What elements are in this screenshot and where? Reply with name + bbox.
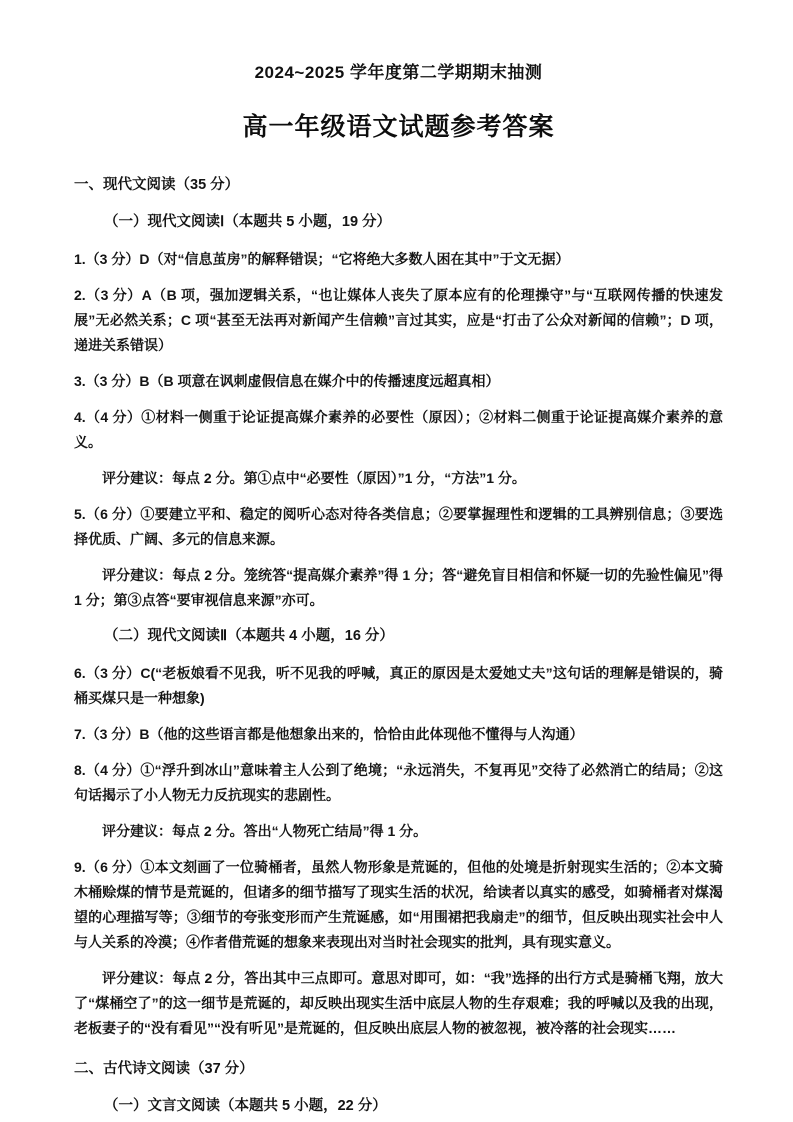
subsection-heading-modern-reading-2: （二）现代文阅读Ⅱ（本题共 4 小题，16 分） [104, 628, 394, 644]
section-heading-modern-reading: 一、现代文阅读（35 分） [74, 177, 240, 193]
answer-q8: 8.（4 分）①“浮升到冰山”意味着主人公到了绝境；“永远消失，不复再见”交待了必然消亡的结局；②这句话揭示了小人物无力反抗现实的悲剧性。 [74, 762, 723, 803]
exam-session-title: 2024~2025 学年度第二学期期末抽测 [254, 63, 543, 82]
scoring-note-q5: 评分建议：每点 2 分。笼统答“提高媒介素养”得 1 分；答“避免盲目相信和怀疑一切的先验性偏见”得 1 分；第③点答“要审视信息来源”亦可。 [74, 567, 723, 608]
scoring-note-q9: 评分建议：每点 2 分，答出其中三点即可。意思对即可，如：“我”选择的出行方式是骑桶飞翔，放大了“煤桶空了”的这一细节是荒诞的，却反映出现实生活中底层人物的生存艰难；我的呼喊以及我的出现，老板妻子的“没有看见”“没有听见”是荒诞的，但反映出底层人物的被忽视，被冷落的社会现实…… [74, 970, 723, 1036]
answer-q4: 4.（4 分）①材料一侧重于论证提高媒介素养的必要性（原因）；②材料二侧重于论证提高媒介素养的意义。 [74, 409, 723, 450]
answer-q9: 9.（6 分）①本文刻画了一位骑桶者，虽然人物形象是荒诞的，但他的处境是折射现实生活的；②本文骑木桶赊煤的情节是荒诞的，但诸多的细节描写了现实生活的状况，给读者以真实的感受，如骑桶者对煤渴望的心理描写等；③细节的夸张变形而产生荒诞感，如“用围裙把我扇走”的细节，但反映出现实社会中人与人关系的冷漠；④作者借荒诞的想象来表现出对当时社会现实的批判，具有现实意义。 [74, 859, 723, 950]
answer-q5: 5.（6 分）①要建立平和、稳定的阅听心态对待各类信息；②要掌握理性和逻辑的工具辨别信息；③要选择优质、广阔、多元的信息来源。 [74, 506, 723, 547]
section-heading-classical-reading: 二、古代诗文阅读（37 分） [74, 1061, 254, 1077]
scoring-note-q4: 评分建议：每点 2 分。第①点中“必要性（原因）”1 分，“方法”1 分。 [102, 470, 526, 486]
scoring-note-q8: 评分建议：每点 2 分。答出“人物死亡结局”得 1 分。 [102, 823, 428, 839]
subsection-heading-classical-reading-1: （一）文言文阅读（本题共 5 小题，22 分） [104, 1098, 387, 1114]
answer-q7: 7.（3 分）B（他的这些语言都是他想象出来的，恰恰由此体现他不懂得与人沟通） [74, 726, 584, 742]
answer-q1: 1.（3 分）D（对“信息茧房”的解释错误；“它将绝大多数人困在其中”于文无据） [74, 251, 570, 267]
page-title: 高一年级语文试题参考答案 [242, 113, 555, 141]
answer-q2: 2.（3 分）A（B 项，强加逻辑关系，“也让媒体人丧失了原本应有的伦理操守”与“互联网传播的快速发展”无必然关系；C 项“甚至无法再对新闻产生信赖”言过其实，应是“打击了公众对新闻的信赖”；D 项，递进关系错误） [74, 287, 723, 353]
answer-q6: 6.（3 分）C(“老板娘看不见我，听不见我的呼喊，真正的原因是太爱她丈夫”这句话的理解是错误的，骑桶买煤只是一种想象) [74, 665, 723, 706]
subsection-heading-modern-reading-1: （一）现代文阅读Ⅰ（本题共 5 小题，19 分） [104, 214, 392, 230]
answer-q3: 3.（3 分）B（B 项意在讽刺虚假信息在媒介中的传播速度远超真相） [74, 373, 500, 389]
